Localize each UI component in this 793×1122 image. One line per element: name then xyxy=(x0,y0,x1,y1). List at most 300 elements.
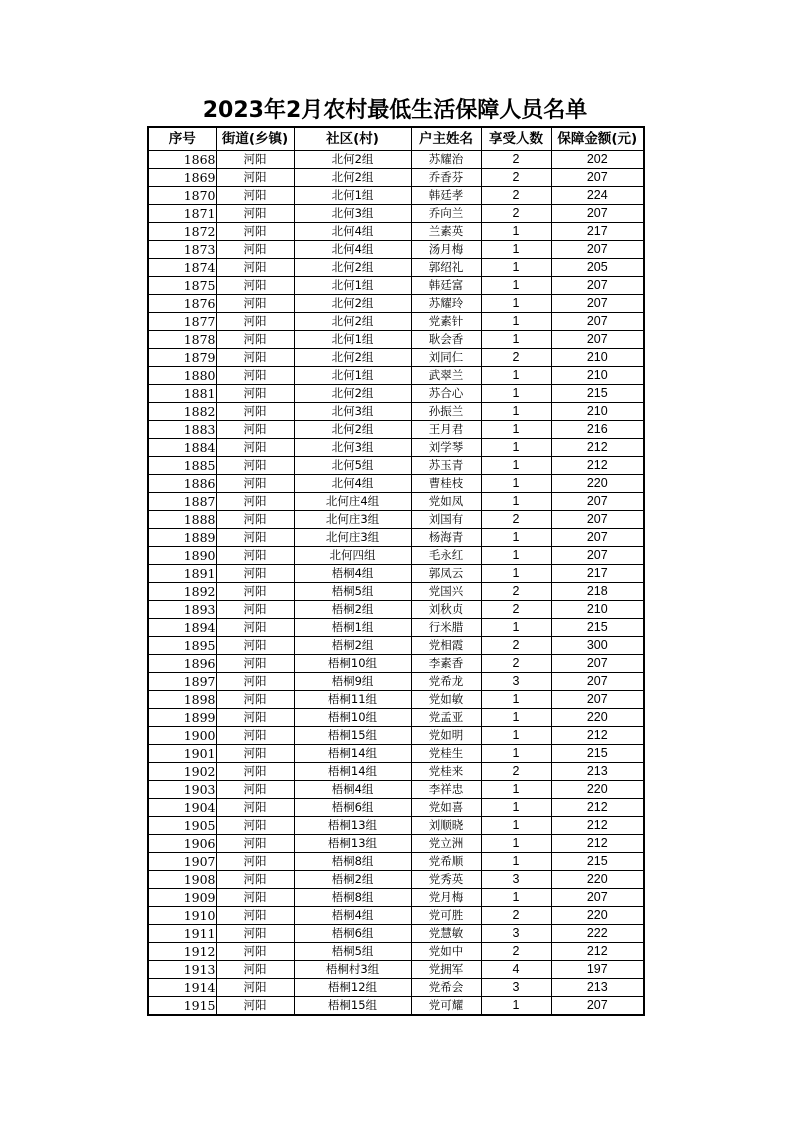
cell-household-head: 孙振兰 xyxy=(411,403,481,421)
table-row xyxy=(148,583,644,601)
cell-beneficiary-count: 4 xyxy=(481,961,551,979)
table-row xyxy=(148,457,644,475)
cell-community: 北何1组 xyxy=(294,367,411,385)
cell-street: 河阳 xyxy=(216,853,294,871)
cell-serial-no: 1881 xyxy=(148,385,216,403)
header-beneficiary-count: 享受人数 xyxy=(481,127,551,151)
cell-amount: 300 xyxy=(551,637,644,655)
cell-amount: 207 xyxy=(551,295,644,313)
cell-community: 北何庄3组 xyxy=(294,511,411,529)
cell-household-head: 党可胜 xyxy=(411,907,481,925)
cell-serial-no: 1885 xyxy=(148,457,216,475)
cell-serial-no: 1899 xyxy=(148,709,216,727)
cell-street: 河阳 xyxy=(216,223,294,241)
cell-street: 河阳 xyxy=(216,547,294,565)
cell-street: 河阳 xyxy=(216,763,294,781)
cell-household-head: 韩廷孝 xyxy=(411,187,481,205)
table-row xyxy=(148,727,644,745)
cell-street: 河阳 xyxy=(216,421,294,439)
table-row xyxy=(148,421,644,439)
cell-amount: 207 xyxy=(551,331,644,349)
table-body xyxy=(148,151,644,1016)
table-row xyxy=(148,979,644,997)
cell-beneficiary-count: 1 xyxy=(481,439,551,457)
cell-community: 梧桐村3组 xyxy=(294,961,411,979)
table-row xyxy=(148,961,644,979)
cell-serial-no: 1869 xyxy=(148,169,216,187)
cell-serial-no: 1913 xyxy=(148,961,216,979)
cell-household-head: 行米腊 xyxy=(411,619,481,637)
cell-beneficiary-count: 1 xyxy=(481,475,551,493)
cell-beneficiary-count: 1 xyxy=(481,403,551,421)
cell-serial-no: 1890 xyxy=(148,547,216,565)
cell-household-head: 乔向兰 xyxy=(411,205,481,223)
table-row xyxy=(148,709,644,727)
cell-amount: 213 xyxy=(551,979,644,997)
cell-serial-no: 1909 xyxy=(148,889,216,907)
table-row xyxy=(148,907,644,925)
cell-community: 北何3组 xyxy=(294,439,411,457)
cell-amount: 207 xyxy=(551,313,644,331)
cell-beneficiary-count: 1 xyxy=(481,493,551,511)
cell-serial-no: 1900 xyxy=(148,727,216,745)
table-row xyxy=(148,151,644,169)
cell-community: 北何2组 xyxy=(294,169,411,187)
cell-beneficiary-count: 1 xyxy=(481,385,551,403)
cell-beneficiary-count: 2 xyxy=(481,943,551,961)
cell-beneficiary-count: 1 xyxy=(481,547,551,565)
cell-beneficiary-count: 1 xyxy=(481,691,551,709)
cell-beneficiary-count: 1 xyxy=(481,709,551,727)
table-row xyxy=(148,439,644,457)
cell-community: 梧桐9组 xyxy=(294,673,411,691)
cell-amount: 207 xyxy=(551,673,644,691)
cell-community: 北何1组 xyxy=(294,331,411,349)
cell-beneficiary-count: 2 xyxy=(481,205,551,223)
cell-community: 梧桐14组 xyxy=(294,745,411,763)
header-household-head: 户主姓名 xyxy=(411,127,481,151)
cell-street: 河阳 xyxy=(216,385,294,403)
cell-amount: 212 xyxy=(551,817,644,835)
cell-street: 河阳 xyxy=(216,637,294,655)
cell-amount: 212 xyxy=(551,943,644,961)
cell-household-head: 党相霞 xyxy=(411,637,481,655)
cell-beneficiary-count: 1 xyxy=(481,295,551,313)
cell-street: 河阳 xyxy=(216,907,294,925)
cell-serial-no: 1888 xyxy=(148,511,216,529)
cell-serial-no: 1904 xyxy=(148,799,216,817)
cell-community: 梧桐6组 xyxy=(294,799,411,817)
cell-street: 河阳 xyxy=(216,403,294,421)
cell-household-head: 武翠兰 xyxy=(411,367,481,385)
cell-household-head: 党桂生 xyxy=(411,745,481,763)
cell-street: 河阳 xyxy=(216,727,294,745)
cell-beneficiary-count: 2 xyxy=(481,655,551,673)
cell-street: 河阳 xyxy=(216,691,294,709)
cell-amount: 207 xyxy=(551,511,644,529)
cell-serial-no: 1892 xyxy=(148,583,216,601)
cell-community: 北何4组 xyxy=(294,241,411,259)
cell-street: 河阳 xyxy=(216,745,294,763)
cell-beneficiary-count: 1 xyxy=(481,889,551,907)
table-row xyxy=(148,331,644,349)
cell-household-head: 党桂来 xyxy=(411,763,481,781)
cell-street: 河阳 xyxy=(216,619,294,637)
cell-serial-no: 1901 xyxy=(148,745,216,763)
table-row xyxy=(148,187,644,205)
cell-amount: 218 xyxy=(551,583,644,601)
table-row xyxy=(148,997,644,1016)
table-row xyxy=(148,277,644,295)
cell-street: 河阳 xyxy=(216,655,294,673)
cell-serial-no: 1906 xyxy=(148,835,216,853)
cell-household-head: 党如凤 xyxy=(411,493,481,511)
cell-beneficiary-count: 1 xyxy=(481,367,551,385)
cell-serial-no: 1915 xyxy=(148,997,216,1016)
cell-household-head: 党秀英 xyxy=(411,871,481,889)
cell-community: 梧桐14组 xyxy=(294,763,411,781)
cell-street: 河阳 xyxy=(216,151,294,169)
cell-amount: 197 xyxy=(551,961,644,979)
table-row xyxy=(148,295,644,313)
table-row xyxy=(148,853,644,871)
cell-beneficiary-count: 1 xyxy=(481,259,551,277)
cell-beneficiary-count: 1 xyxy=(481,421,551,439)
cell-amount: 207 xyxy=(551,547,644,565)
cell-household-head: 党孟亚 xyxy=(411,709,481,727)
cell-street: 河阳 xyxy=(216,529,294,547)
cell-amount: 207 xyxy=(551,691,644,709)
table-row xyxy=(148,619,644,637)
table-row xyxy=(148,403,644,421)
cell-street: 河阳 xyxy=(216,601,294,619)
cell-amount: 213 xyxy=(551,763,644,781)
cell-community: 梧桐8组 xyxy=(294,853,411,871)
cell-community: 梧桐2组 xyxy=(294,637,411,655)
cell-amount: 207 xyxy=(551,493,644,511)
cell-amount: 207 xyxy=(551,205,644,223)
cell-beneficiary-count: 2 xyxy=(481,151,551,169)
cell-household-head: 刘同仁 xyxy=(411,349,481,367)
cell-community: 梧桐5组 xyxy=(294,943,411,961)
cell-beneficiary-count: 2 xyxy=(481,763,551,781)
cell-amount: 220 xyxy=(551,871,644,889)
table-row xyxy=(148,547,644,565)
table-row xyxy=(148,475,644,493)
table-row xyxy=(148,889,644,907)
cell-beneficiary-count: 2 xyxy=(481,637,551,655)
table-row xyxy=(148,673,644,691)
cell-amount: 207 xyxy=(551,889,644,907)
cell-street: 河阳 xyxy=(216,673,294,691)
cell-serial-no: 1889 xyxy=(148,529,216,547)
cell-street: 河阳 xyxy=(216,493,294,511)
cell-household-head: 郭绍礼 xyxy=(411,259,481,277)
cell-serial-no: 1907 xyxy=(148,853,216,871)
cell-amount: 210 xyxy=(551,349,644,367)
cell-beneficiary-count: 2 xyxy=(481,583,551,601)
header-community: 社区(村) xyxy=(294,127,411,151)
cell-beneficiary-count: 1 xyxy=(481,997,551,1016)
cell-beneficiary-count: 1 xyxy=(481,781,551,799)
table-row xyxy=(148,493,644,511)
cell-serial-no: 1911 xyxy=(148,925,216,943)
cell-community: 梧桐12组 xyxy=(294,979,411,997)
cell-household-head: 党可耀 xyxy=(411,997,481,1016)
table-row xyxy=(148,349,644,367)
cell-community: 梧桐4组 xyxy=(294,781,411,799)
cell-household-head: 苏耀玲 xyxy=(411,295,481,313)
table-row xyxy=(148,601,644,619)
cell-household-head: 乔香芬 xyxy=(411,169,481,187)
cell-beneficiary-count: 1 xyxy=(481,853,551,871)
cell-community: 北何2组 xyxy=(294,313,411,331)
cell-community: 北何1组 xyxy=(294,277,411,295)
table-row xyxy=(148,799,644,817)
cell-street: 河阳 xyxy=(216,511,294,529)
cell-serial-no: 1879 xyxy=(148,349,216,367)
cell-household-head: 党如喜 xyxy=(411,799,481,817)
cell-beneficiary-count: 3 xyxy=(481,979,551,997)
cell-serial-no: 1884 xyxy=(148,439,216,457)
cell-serial-no: 1872 xyxy=(148,223,216,241)
cell-beneficiary-count: 1 xyxy=(481,223,551,241)
cell-serial-no: 1868 xyxy=(148,151,216,169)
cell-serial-no: 1877 xyxy=(148,313,216,331)
cell-serial-no: 1871 xyxy=(148,205,216,223)
cell-household-head: 党如中 xyxy=(411,943,481,961)
cell-household-head: 韩廷富 xyxy=(411,277,481,295)
cell-amount: 220 xyxy=(551,709,644,727)
cell-beneficiary-count: 1 xyxy=(481,277,551,295)
cell-household-head: 耿会香 xyxy=(411,331,481,349)
cell-street: 河阳 xyxy=(216,475,294,493)
cell-household-head: 毛永红 xyxy=(411,547,481,565)
cell-amount: 202 xyxy=(551,151,644,169)
cell-community: 北何4组 xyxy=(294,475,411,493)
cell-community: 北何5组 xyxy=(294,457,411,475)
cell-serial-no: 1896 xyxy=(148,655,216,673)
table-row xyxy=(148,655,644,673)
cell-serial-no: 1908 xyxy=(148,871,216,889)
table-row xyxy=(148,367,644,385)
cell-household-head: 党如敏 xyxy=(411,691,481,709)
cell-community: 梧桐13组 xyxy=(294,817,411,835)
cell-street: 河阳 xyxy=(216,871,294,889)
table-row xyxy=(148,763,644,781)
table-row xyxy=(148,385,644,403)
cell-beneficiary-count: 1 xyxy=(481,619,551,637)
cell-street: 河阳 xyxy=(216,457,294,475)
cell-serial-no: 1891 xyxy=(148,565,216,583)
cell-community: 梧桐15组 xyxy=(294,997,411,1016)
table-row xyxy=(148,223,644,241)
cell-beneficiary-count: 3 xyxy=(481,871,551,889)
table-row xyxy=(148,565,644,583)
cell-street: 河阳 xyxy=(216,349,294,367)
table-row xyxy=(148,241,644,259)
cell-beneficiary-count: 1 xyxy=(481,331,551,349)
cell-household-head: 党希会 xyxy=(411,979,481,997)
cell-household-head: 党素针 xyxy=(411,313,481,331)
cell-amount: 212 xyxy=(551,439,644,457)
cell-serial-no: 1883 xyxy=(148,421,216,439)
table-row xyxy=(148,817,644,835)
cell-household-head: 党希顺 xyxy=(411,853,481,871)
cell-amount: 207 xyxy=(551,277,644,295)
cell-serial-no: 1902 xyxy=(148,763,216,781)
cell-household-head: 刘顺晓 xyxy=(411,817,481,835)
cell-household-head: 党希龙 xyxy=(411,673,481,691)
cell-community: 北何2组 xyxy=(294,349,411,367)
cell-household-head: 刘秋贞 xyxy=(411,601,481,619)
cell-street: 河阳 xyxy=(216,277,294,295)
cell-street: 河阳 xyxy=(216,997,294,1016)
cell-amount: 212 xyxy=(551,727,644,745)
table-row xyxy=(148,745,644,763)
cell-community: 北何2组 xyxy=(294,385,411,403)
cell-household-head: 苏玉青 xyxy=(411,457,481,475)
cell-community: 梧桐10组 xyxy=(294,655,411,673)
cell-street: 河阳 xyxy=(216,259,294,277)
cell-community: 北何庄4组 xyxy=(294,493,411,511)
table-row xyxy=(148,835,644,853)
cell-amount: 207 xyxy=(551,169,644,187)
table-row xyxy=(148,205,644,223)
cell-household-head: 刘国有 xyxy=(411,511,481,529)
cell-street: 河阳 xyxy=(216,241,294,259)
cell-community: 梧桐13组 xyxy=(294,835,411,853)
table-row xyxy=(148,637,644,655)
cell-amount: 205 xyxy=(551,259,644,277)
cell-community: 梧桐11组 xyxy=(294,691,411,709)
cell-beneficiary-count: 1 xyxy=(481,313,551,331)
cell-serial-no: 1878 xyxy=(148,331,216,349)
cell-community: 北何2组 xyxy=(294,295,411,313)
cell-street: 河阳 xyxy=(216,313,294,331)
cell-beneficiary-count: 2 xyxy=(481,349,551,367)
cell-household-head: 党如明 xyxy=(411,727,481,745)
cell-serial-no: 1912 xyxy=(148,943,216,961)
cell-community: 梧桐2组 xyxy=(294,871,411,889)
cell-community: 北何3组 xyxy=(294,403,411,421)
cell-household-head: 杨海青 xyxy=(411,529,481,547)
header-street: 街道(乡镇) xyxy=(216,127,294,151)
cell-amount: 215 xyxy=(551,745,644,763)
cell-serial-no: 1897 xyxy=(148,673,216,691)
cell-amount: 207 xyxy=(551,997,644,1016)
cell-amount: 212 xyxy=(551,457,644,475)
cell-serial-no: 1895 xyxy=(148,637,216,655)
cell-beneficiary-count: 1 xyxy=(481,817,551,835)
header-amount: 保障金额(元) xyxy=(551,127,644,151)
cell-beneficiary-count: 1 xyxy=(481,241,551,259)
cell-street: 河阳 xyxy=(216,781,294,799)
cell-amount: 210 xyxy=(551,403,644,421)
table-row xyxy=(148,169,644,187)
table-row xyxy=(148,781,644,799)
cell-household-head: 党拥军 xyxy=(411,961,481,979)
cell-community: 北何4组 xyxy=(294,223,411,241)
cell-community: 梧桐15组 xyxy=(294,727,411,745)
cell-serial-no: 1910 xyxy=(148,907,216,925)
cell-serial-no: 1870 xyxy=(148,187,216,205)
cell-household-head: 刘学琴 xyxy=(411,439,481,457)
cell-serial-no: 1905 xyxy=(148,817,216,835)
table-row xyxy=(148,529,644,547)
cell-household-head: 党慧敏 xyxy=(411,925,481,943)
cell-serial-no: 1886 xyxy=(148,475,216,493)
cell-amount: 212 xyxy=(551,835,644,853)
cell-beneficiary-count: 2 xyxy=(481,907,551,925)
cell-amount: 215 xyxy=(551,385,644,403)
cell-community: 梧桐4组 xyxy=(294,565,411,583)
cell-street: 河阳 xyxy=(216,295,294,313)
header-serial-no: 序号 xyxy=(148,127,216,151)
cell-community: 北何3组 xyxy=(294,205,411,223)
cell-household-head: 党国兴 xyxy=(411,583,481,601)
cell-beneficiary-count: 1 xyxy=(481,529,551,547)
cell-community: 北何2组 xyxy=(294,259,411,277)
cell-household-head: 兰素英 xyxy=(411,223,481,241)
cell-amount: 215 xyxy=(551,619,644,637)
cell-household-head: 曹桂枝 xyxy=(411,475,481,493)
cell-household-head: 郭凤云 xyxy=(411,565,481,583)
cell-beneficiary-count: 2 xyxy=(481,511,551,529)
cell-serial-no: 1914 xyxy=(148,979,216,997)
cell-street: 河阳 xyxy=(216,709,294,727)
cell-amount: 217 xyxy=(551,223,644,241)
cell-household-head: 苏合心 xyxy=(411,385,481,403)
cell-amount: 215 xyxy=(551,853,644,871)
table-row xyxy=(148,925,644,943)
cell-amount: 216 xyxy=(551,421,644,439)
cell-community: 梧桐2组 xyxy=(294,601,411,619)
cell-serial-no: 1893 xyxy=(148,601,216,619)
cell-beneficiary-count: 2 xyxy=(481,169,551,187)
assistance-roster-table xyxy=(147,126,645,1016)
cell-street: 河阳 xyxy=(216,169,294,187)
cell-household-head: 党月梅 xyxy=(411,889,481,907)
cell-beneficiary-count: 1 xyxy=(481,457,551,475)
table-row xyxy=(148,313,644,331)
cell-household-head: 李祥忠 xyxy=(411,781,481,799)
cell-amount: 220 xyxy=(551,907,644,925)
cell-beneficiary-count: 2 xyxy=(481,601,551,619)
cell-street: 河阳 xyxy=(216,889,294,907)
cell-household-head: 党立洲 xyxy=(411,835,481,853)
cell-community: 北何四组 xyxy=(294,547,411,565)
cell-amount: 210 xyxy=(551,601,644,619)
cell-street: 河阳 xyxy=(216,331,294,349)
table-row xyxy=(148,259,644,277)
cell-street: 河阳 xyxy=(216,961,294,979)
cell-serial-no: 1882 xyxy=(148,403,216,421)
cell-beneficiary-count: 2 xyxy=(481,187,551,205)
table-row xyxy=(148,691,644,709)
cell-beneficiary-count: 3 xyxy=(481,925,551,943)
cell-street: 河阳 xyxy=(216,835,294,853)
cell-street: 河阳 xyxy=(216,799,294,817)
cell-amount: 207 xyxy=(551,241,644,259)
cell-household-head: 苏耀治 xyxy=(411,151,481,169)
cell-serial-no: 1874 xyxy=(148,259,216,277)
cell-community: 梧桐1组 xyxy=(294,619,411,637)
cell-serial-no: 1887 xyxy=(148,493,216,511)
cell-community: 北何庄3组 xyxy=(294,529,411,547)
cell-community: 梧桐8组 xyxy=(294,889,411,907)
cell-serial-no: 1880 xyxy=(148,367,216,385)
